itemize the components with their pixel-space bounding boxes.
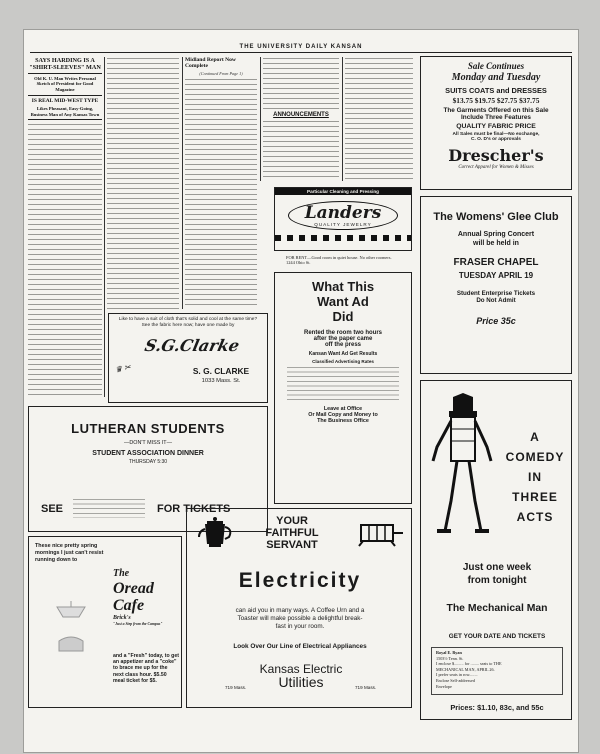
dreschers-days: Monday and Tuesday xyxy=(451,72,541,83)
dreschers-features: QUALITY FABRIC PRICE xyxy=(456,123,536,130)
campus-notes xyxy=(345,57,413,181)
ticket-order-form[interactable] xyxy=(431,647,563,695)
electric-slogan xyxy=(237,515,347,551)
lutheran-title: LUTHERAN STUDENTS xyxy=(71,421,225,436)
column-rule xyxy=(182,57,183,309)
comedy-week-2: from tonight xyxy=(467,575,527,586)
wantad-office: The Business Office xyxy=(317,418,369,424)
wantad-results-tag: Kansan Want Ad Get Results xyxy=(308,351,378,357)
mechanical-man-figure-icon xyxy=(427,391,497,541)
comedy-week-1: Just one week xyxy=(462,562,532,573)
harding-headline: SAYS HARDING IS A "SHIRT-SLEEVES" MAN xyxy=(28,57,102,74)
wantad-h3: Did xyxy=(332,309,354,324)
dreschers-tagline: Correct Apparel for Women & Misses xyxy=(458,165,534,170)
dreschers-terms: All Sales must be final—No exchange, xyxy=(452,132,540,137)
newspaper-page xyxy=(24,30,578,752)
landers-subtitle: QUALITY JEWELRY xyxy=(314,222,372,227)
lutheran-dont-miss: —DON'T MISS IT— xyxy=(124,440,172,446)
oread-name xyxy=(113,567,177,627)
lutheran-names-text xyxy=(73,498,145,518)
dreschers-ad xyxy=(420,56,572,190)
coffee-urn-icon xyxy=(197,515,235,549)
electric-address-left: 719 Mass. xyxy=(225,685,247,690)
glee-club-held: will be held in xyxy=(473,240,519,247)
comedy-in: IN xyxy=(528,470,542,484)
column-rule xyxy=(342,57,343,181)
dreschers-prices: $13.75 $19.75 $27.75 $37.75 xyxy=(452,96,540,105)
landers-ad xyxy=(274,187,412,251)
glee-club-place: FRASER CHAPEL xyxy=(453,257,539,268)
wantad-result1: Rented the room two hours xyxy=(304,330,382,336)
comedy-three: THREE xyxy=(512,490,558,504)
electric-copy-3: fast in your room. xyxy=(275,623,325,630)
harding-deck: Old K. U. Man Writes Personal Sketch of President for Good Magazine xyxy=(34,76,96,92)
harding-subhead: IS REAL MID-WEST TYPE xyxy=(28,95,102,104)
wantad-rates-text xyxy=(287,366,399,400)
electric-appliances-line: Look Over Our Line of Electrical Appliances xyxy=(233,643,367,650)
comedy-get-tickets: GET YOUR DATE AND TICKETS xyxy=(448,633,546,640)
midland-article xyxy=(185,57,257,309)
lutheran-names xyxy=(73,498,145,522)
comedy-acts: ACTS xyxy=(516,510,554,524)
harding-article xyxy=(28,57,102,397)
oread-intro: These nice pretty spring mornings I just can't resist running down to xyxy=(35,543,104,563)
oread-tag: "Just a Step from the Campus" xyxy=(113,622,163,626)
clarke-ad xyxy=(108,313,268,403)
oread-name-1: Oread xyxy=(113,580,154,597)
midland-continued-note: (Continued From Page 1) xyxy=(199,70,243,76)
oread-name-2: Cafe xyxy=(113,597,145,614)
electricity-ad xyxy=(186,508,412,708)
clarke-signature-logo: S.G.Clarke xyxy=(142,336,242,355)
comedy-week xyxy=(421,561,572,587)
wantad-h1: What This xyxy=(311,279,375,294)
electric-company-1: Kansas Electric xyxy=(259,662,343,676)
wantad-result2: after the paper came xyxy=(313,336,373,342)
wantad-rates-title: Classified Advertising Rates xyxy=(312,359,374,364)
midland-body-text xyxy=(185,78,257,309)
lutheran-see: SEE xyxy=(41,503,64,515)
harding-deck2: Likes Pheasant, Easy-Going, Business Man of Any Kansas Town xyxy=(28,106,102,120)
glee-club-price: Price 35c xyxy=(476,316,516,326)
masthead-rule xyxy=(30,52,572,53)
glee-club-date: TUESDAY APRIL 19 xyxy=(458,271,534,280)
wantad-leave: Leave at Office xyxy=(323,406,363,412)
glee-club-ad xyxy=(420,196,572,374)
oread-the: The xyxy=(113,568,130,579)
electric-company xyxy=(253,663,349,689)
dreschers-features-line: Include Three Features xyxy=(461,114,531,121)
lutheran-dinner: STUDENT ASSOCIATION DINNER xyxy=(92,450,204,457)
electric-address-right: 719 Mass. xyxy=(355,685,377,690)
wantad-example: FOR RENT—Good room in quiet house. No other roomers. 1244 Ohio St. xyxy=(286,255,392,265)
comedy-prices: Prices: $1.10, 83c, and 55c xyxy=(450,703,544,712)
order-line-1: I enclose $......... for ........ seats to THE xyxy=(436,661,502,667)
order-line-2: MECHANICAL MAN, APRIL 26. xyxy=(436,666,495,672)
oread-owner: Brick's xyxy=(113,615,131,621)
electricity-headline: Electricity xyxy=(238,569,362,592)
society-notes xyxy=(263,57,339,109)
clarke-tailor-sketch-icon: ♛ ✂ xyxy=(114,362,132,375)
clarke-name: S. G. CLARKE xyxy=(192,366,250,376)
comedy-headline xyxy=(501,427,569,527)
announcements-body xyxy=(263,120,339,180)
electric-copy-1: can aid you in many ways. A Coffee Urn and a xyxy=(235,607,365,614)
dreschers-sale-continues: Sale Continues xyxy=(467,61,525,71)
dreschers-items: SUITS COATS and DRESSES xyxy=(445,86,547,95)
order-line-5: Envelope xyxy=(436,683,452,689)
column-rule xyxy=(104,57,105,397)
glee-club-concert: Annual Spring Concert xyxy=(457,231,535,238)
harding-article-continued xyxy=(107,57,179,309)
electric-company-2: Utilities xyxy=(278,674,324,690)
order-line-4: Enclose Self-addressed xyxy=(436,677,475,683)
order-line-3: I prefer seats in row........ xyxy=(436,672,478,678)
comedy-word: COMEDY xyxy=(505,450,565,464)
wantad-promo xyxy=(274,272,412,504)
electric-slogan-2: FAITHFUL xyxy=(265,527,319,539)
electric-slogan-1: YOUR xyxy=(276,515,308,527)
comedy-a: A xyxy=(530,430,540,444)
midland-headline: Midland Report Now Complete xyxy=(185,57,236,70)
landers-border-pattern xyxy=(275,235,411,241)
order-name: Royal E. Ryan xyxy=(436,650,462,655)
masthead: THE UNIVERSITY DAILY KANSAN xyxy=(239,44,363,50)
clarke-pitch: Like to have a suit of cloth that's solid and cool at the same time? See the fabric here now; have one made by xyxy=(118,317,258,328)
comedy-title: The Mechanical Man xyxy=(446,603,548,614)
cafe-lamp-drawing-icon xyxy=(39,597,103,657)
landers-topline: Particular Cleaning and Pressing xyxy=(275,188,411,195)
electric-copy xyxy=(187,607,412,631)
glee-club-not-admit: Do Not Admit xyxy=(476,297,516,304)
electric-slogan-3: SERVANT xyxy=(266,539,318,551)
glee-club-title: The Womens' Glee Club xyxy=(433,211,559,223)
dreschers-terms2: C. O. D's or approvals xyxy=(471,137,521,142)
toaster-icon xyxy=(353,517,405,547)
landers-logo: Landers xyxy=(304,203,382,223)
wantad-result3: off the press xyxy=(324,342,361,348)
landers-logo-frame xyxy=(288,201,398,230)
electric-copy-2: Toaster will make possible a delightful break- xyxy=(237,615,363,622)
announcements-title: ANNOUNCEMENTS xyxy=(273,112,329,118)
lutheran-date: THURSDAY 5:30 xyxy=(128,459,168,465)
harding-body-text xyxy=(28,123,102,397)
oread-outro: and a "Fresh" today, to get an appetizer and a "coke" to brace me up for the next class hour. $5.50 meal ticket for $5. xyxy=(113,653,179,684)
wantad-h2: Want Ad xyxy=(317,294,369,309)
wantad-mail: Or Mail Copy and Money to xyxy=(308,412,378,418)
order-address: 1503½ Tenn. St. xyxy=(436,655,464,661)
oread-cafe-ad xyxy=(28,536,182,708)
dreschers-logo: Drescher's xyxy=(448,146,544,165)
clarke-address: 1033 Mass. St. xyxy=(201,378,241,384)
lutheran-for-tickets: FOR TICKETS xyxy=(157,503,231,515)
mechanical-man-ad xyxy=(420,380,572,720)
column-rule xyxy=(260,57,261,181)
dreschers-offer-line: The Garments Offered on this Sale xyxy=(443,107,549,114)
glee-club-tickets-note: Student Enterprise Tickets xyxy=(456,290,536,297)
